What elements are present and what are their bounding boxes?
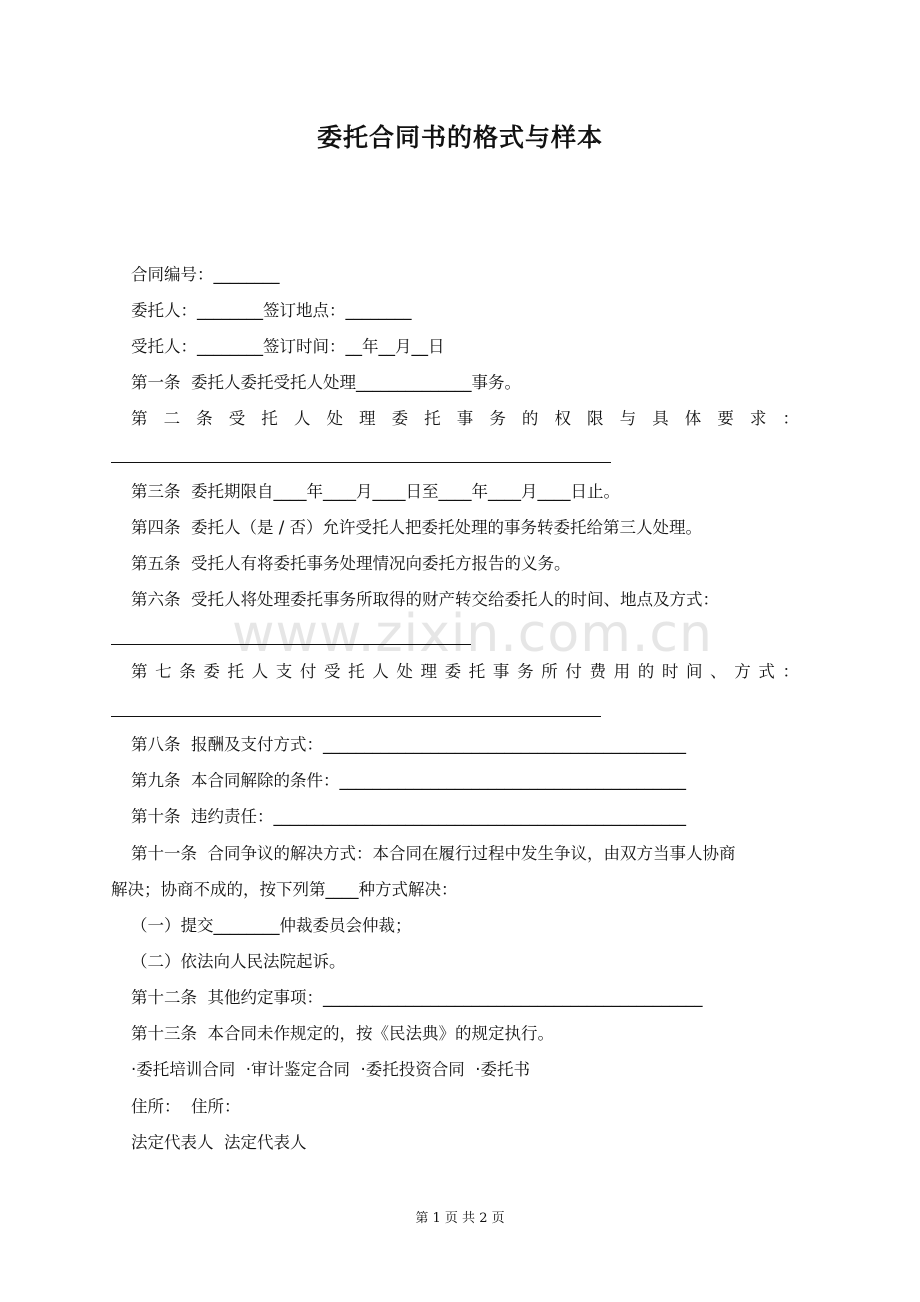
article-3: 第三条 委托期限自____年____月____日至____年____月____日止。 bbox=[131, 482, 620, 501]
article-13: 第十三条 本合同未作规定的，按《民法典》的规定执行。 bbox=[131, 1024, 554, 1043]
article-11-continued: 解决；协商不成的，按下列第____种方式解决： bbox=[111, 880, 458, 899]
address-line: 住所： 住所： bbox=[131, 1097, 241, 1116]
principal-line: 委托人：________签订地点：________ bbox=[131, 301, 412, 320]
option-2: （二）依法向人民法院起诉。 bbox=[131, 952, 346, 971]
article-10: 第十条 违约责任：__________________________________________________ bbox=[131, 807, 686, 826]
article-11: 第十一条 合同争议的解决方式：本合同在履行过程中发生争议，由双方当事人协商 bbox=[131, 844, 736, 863]
related-links[interactable]: ·委托培训合同 ·审计鉴定合同 ·委托投资合同 ·委托书 bbox=[131, 1060, 530, 1079]
blank-rule bbox=[111, 644, 471, 645]
document-title: 委托合同书的格式与样本 bbox=[316, 123, 603, 152]
agent-line: 受托人：________签订时间：__年__月__日 bbox=[131, 337, 445, 356]
contract-number-line: 合同编号：________ bbox=[131, 265, 280, 284]
article-4: 第四条 委托人（是 / 否）允许受托人把委托处理的事务转委托给第三人处理。 bbox=[131, 518, 703, 537]
article-9: 第九条 本合同解除的条件：__________________________________________ bbox=[131, 771, 686, 790]
blank-rule bbox=[111, 462, 611, 463]
article-5: 第五条 受托人有将委托事务处理情况向委托方报告的义务。 bbox=[131, 554, 571, 573]
article-12: 第十二条 其他约定事项：______________________________________________ bbox=[131, 988, 703, 1007]
watermark: www.zixin.com.cn bbox=[232, 604, 713, 664]
option-1: （一）提交________仲裁委员会仲裁； bbox=[131, 916, 412, 935]
article-6: 第六条 受托人将处理委托事务所取得的财产转交给委托人的时间、地点及方式： bbox=[131, 590, 719, 609]
legal-representative-line: 法定代表人 法定代表人 bbox=[131, 1133, 307, 1152]
article-1: 第一条 委托人委托受托人处理______________事务。 bbox=[131, 373, 521, 392]
article-2: 第 二 条 受 托 人 处 理 委 托 事 务 的 权 限 与 具 体 要 求 ： bbox=[131, 409, 799, 428]
article-7: 第 七 条 委 托 人 支 付 受 托 人 处 理 委 托 事 务 所 付 费 用 的 时 间 、 方 式 ： bbox=[131, 662, 799, 681]
article-8: 第八条 报酬及支付方式：____________________________________________ bbox=[131, 735, 686, 754]
page-footer: 第 1 页 共 2 页 bbox=[415, 1211, 505, 1226]
blank-rule bbox=[111, 716, 601, 717]
